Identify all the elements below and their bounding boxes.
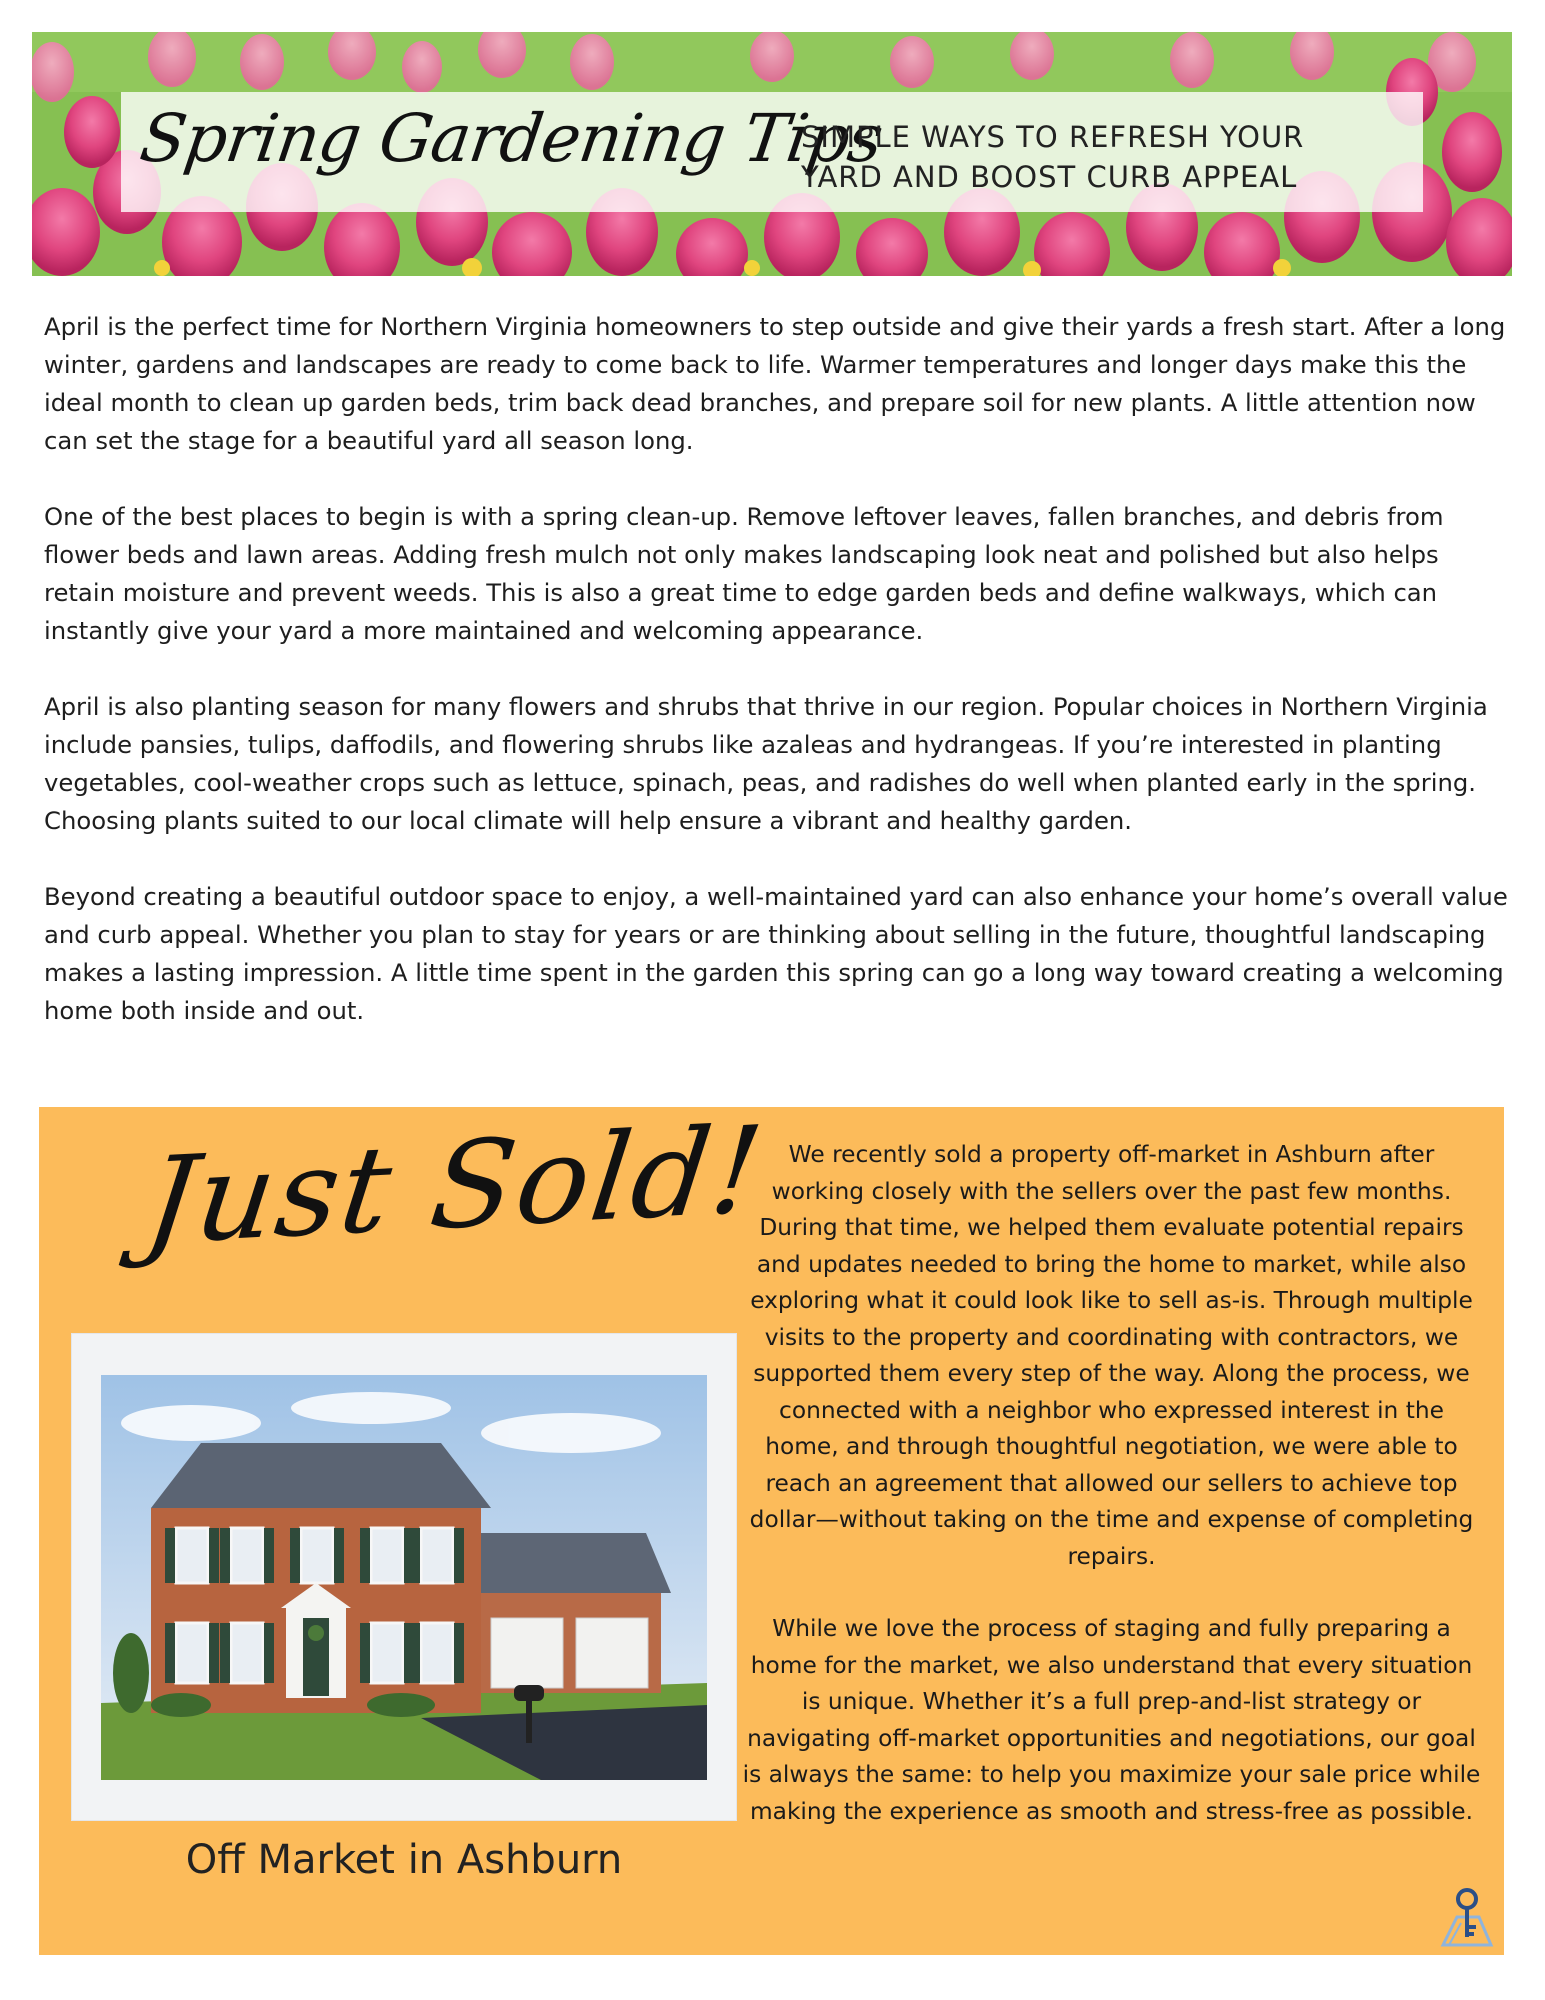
photo-caption: Off Market in Ashburn [185,1837,623,1883]
banner-script-title: Spring Gardening Tips [135,100,887,177]
key-house-logo-icon [1439,1887,1495,1949]
just-sold-description [739,1137,1484,1866]
sold-paragraph: While we love the process of staging and fully preparing a home for the market, we also understand that every situation is unique. Whether it’s a full prep-and-list strategy or navigating off-market opportunities and negotiations, our goal is always the same: to help you maximize your sale price while making the experience as smooth and stress-free as possible. [742,1615,1481,1825]
just-sold-script-title: Just Sold! [137,1101,772,1272]
banner-subtitle-line1: SIMPLE WAYS TO REFRESH YOUR [801,120,1305,154]
sold-paragraph: We recently sold a property off-market in Ashburn after working closely with the sellers over the past few months. During that time, we helped them evaluate potential repairs and updates needed to bring the home to market, while also exploring what it could look like to sell as-is. Through multiple visits to the property and coordinating with contractors, we supported them every step of the way. Along the process, we connected with a neighbor who expressed interest in the home, and through thoughtful negotiation, we were able to reach an agreement that allowed our sellers to achieve top dollar—without taking on the time and expense of completing repairs. [749,1141,1474,1570]
article-paragraph: Beyond creating a beautiful outdoor space to enjoy, a well-maintained yard can also enhance your home’s overall value and curb appeal. Whether you plan to stay for years or are thinking about selling in the future, thoughtful landscaping makes a lasting impression. A little time spent in the garden this spring can go a long way toward creating a welcoming home both inside and out. [44,882,1508,1025]
banner-subtitle-line2: YARD AND BOOST CURB APPEAL [801,160,1298,194]
article-paragraph: One of the best places to begin is with a spring clean-up. Remove leftover leaves, fallen branches, and debris from flower beds and lawn areas. Adding fresh mulch not only makes landscaping look neat and polished but also helps retain moisture and prevent weeds. This is also a great time to edge garden beds and define walkways, which can instantly give your yard a more maintained and welcoming appearance. [44,502,1444,645]
banner-title-box [121,92,1423,212]
house-watercolor-illustration [71,1333,737,1821]
article-paragraph: April is also planting season for many flowers and shrubs that thrive in our region. Popular choices in Northern Virginia include pansies, tulips, daffodils, and flowering shrubs like azaleas and hydrangeas. If you’re interested in planting vegetables, cool-weather crops such as lettuce, spinach, peas, and radishes do well when planted early in the spring. Choosing plants suited to our local climate will help ensure a vibrant and healthy garden. [44,692,1488,835]
banner-subtitle [801,117,1401,197]
article-body [44,308,1514,1068]
just-sold-panel [39,1101,1504,1955]
article-paragraph: April is the perfect time for Northern Virginia homeowners to step outside and give their yards a fresh start. After a long winter, gardens and landscapes are ready to come back to life. Warmer temperatures and longer days make this the ideal month to clean up garden beds, trim back dead branches, and prepare soil for new plants. A little attention now can set the stage for a beautiful yard all season long. [44,312,1506,455]
house-photo [71,1333,737,1821]
header-banner [32,32,1512,276]
